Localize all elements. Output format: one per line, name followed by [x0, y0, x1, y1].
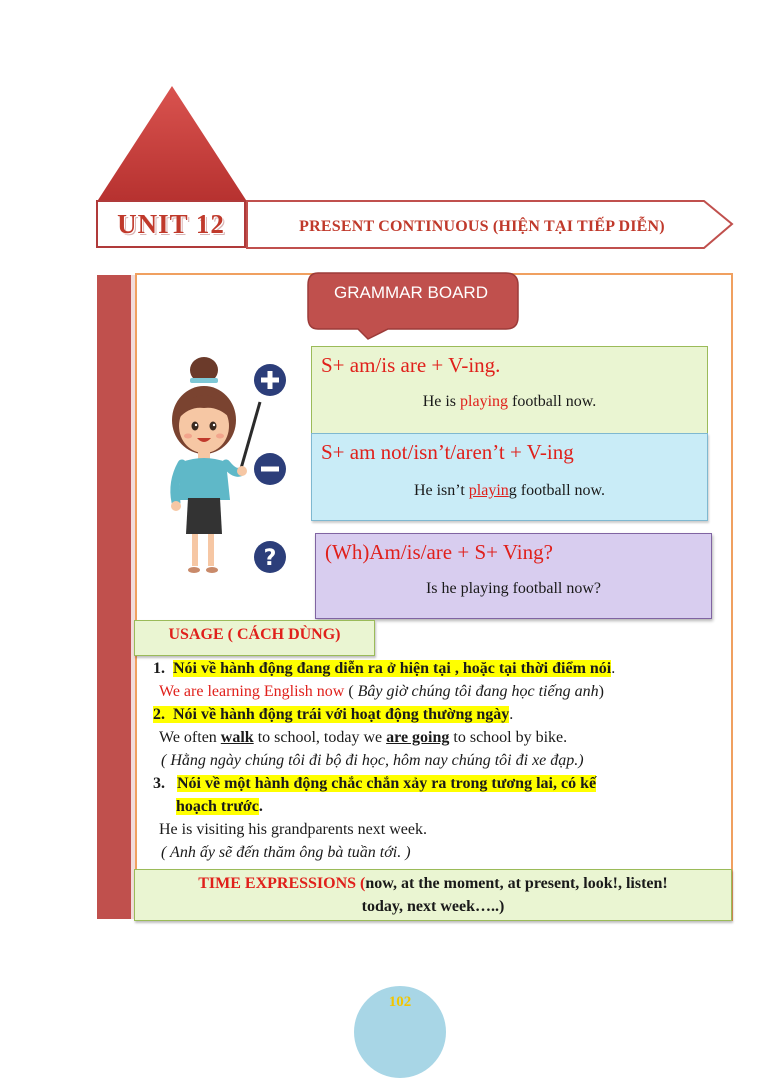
negative-box — [311, 433, 708, 521]
minus-icon — [254, 453, 286, 485]
time-expressions-line-1: TIME EXPRESSIONS (now, at the moment, at present, look!, listen! — [198, 875, 668, 892]
page-number: 102 — [388, 994, 412, 1010]
time-expressions-line-2: today, next week…..) — [361, 898, 505, 915]
grammar-board-label: GRAMMAR BOARD — [334, 283, 488, 302]
usage-translation-3: ( Anh ấy sẽ đến thăm ông bà tuần tới. ) — [161, 844, 411, 861]
question-icon — [254, 541, 286, 573]
usage-item-2: 2. Nói về hành động trái với hoạt động thường ngày. — [153, 706, 514, 723]
left-decorative-bar — [97, 275, 131, 919]
usage-title: USAGE ( CÁCH DÙNG) — [168, 626, 341, 643]
highlight-word: playin — [468, 482, 509, 499]
affirmative-formula: S+ am/is are + V-ing. — [321, 353, 501, 377]
teacher-illustration — [152, 322, 302, 578]
negative-example: He isn’t playing football now. — [413, 482, 606, 499]
question-example: Is he playing football now? — [425, 580, 602, 597]
affirmative-example: He is playing football now. — [422, 393, 597, 410]
unit-badge — [96, 200, 246, 248]
question-formula: (Wh)Am/is/are + S+ Ving? — [325, 540, 553, 564]
svg-text:?: ? — [263, 546, 277, 571]
usage-example-2: We often walk to school, today we are going to school by bike. — [159, 729, 568, 746]
topic-title: PRESENT CONTINUOUS (HIỆN TẠI TIẾP DIỄN) — [299, 218, 665, 235]
affirmative-box — [311, 346, 708, 434]
grammar-board-callout — [306, 271, 520, 343]
usage-translation-2: ( Hằng ngày chúng tôi đi bộ đi học, hôm nay chúng tôi đi xe đạp.) — [161, 752, 584, 769]
plus-icon — [254, 364, 286, 396]
negative-formula: S+ am not/isn’t/aren’t + V-ing — [321, 440, 574, 464]
question-box — [315, 533, 712, 619]
highlight-word: playing — [460, 393, 509, 410]
usage-item-1: 1. Nói về hành động đang diễn ra ở hiện tại , hoặc tại thời điểm nói. — [153, 660, 616, 677]
header-triangle — [96, 84, 248, 202]
usage-example-3: He is visiting his grandparents next week. — [159, 821, 427, 838]
usage-example-1: We are learning English now ( Bây giờ chúng tôi đang học tiếng anh) — [159, 683, 604, 700]
usage-item-3-cont: hoạch trước. — [176, 798, 263, 815]
usage-item-3: 3. Nói về một hành động chắc chắn xảy ra trong tương lai, có kế — [153, 775, 597, 792]
unit-title: UNIT 12 — [117, 208, 225, 239]
